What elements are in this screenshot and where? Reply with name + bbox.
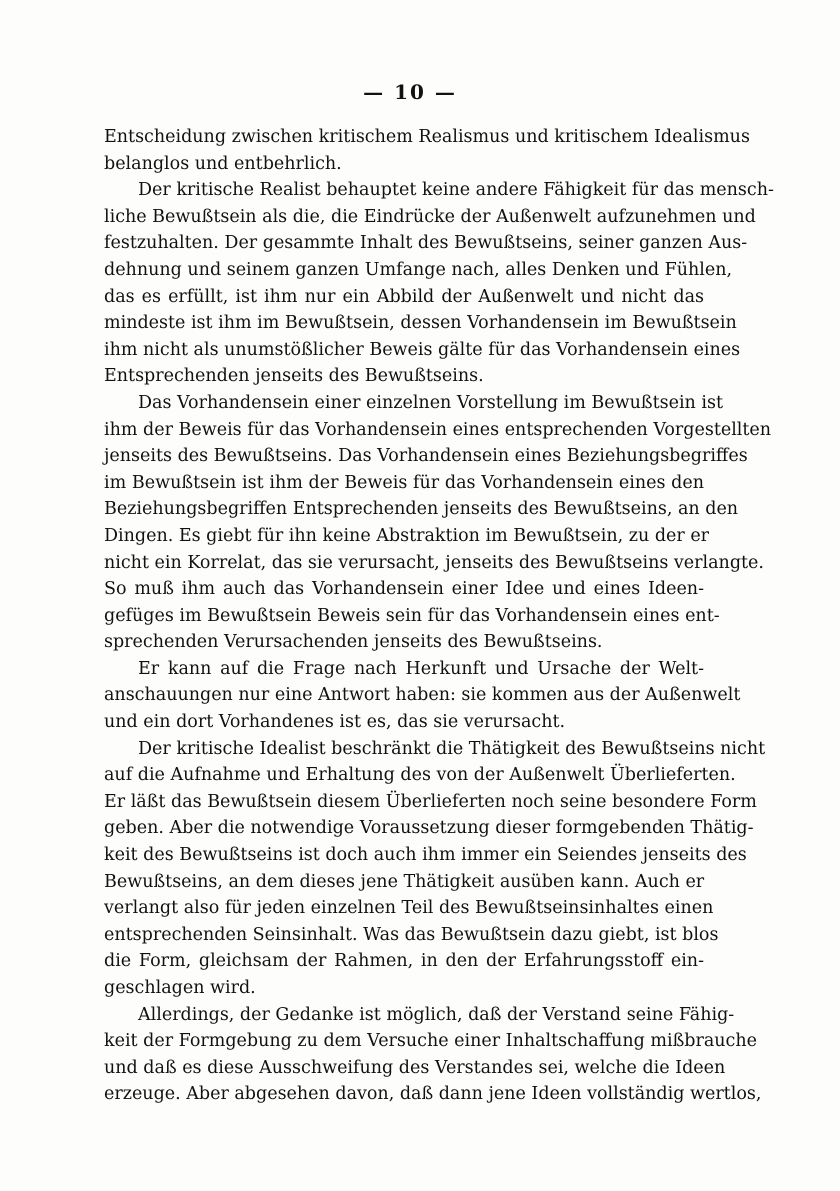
text-line: auf die Aufnahme und Erhaltung des von der Außenwelt Überlieferten. [104,765,736,786]
text-line: geschlagen wird. [104,978,256,998]
text-line: im Bewußtsein ist ihm der Beweis für das Vorhandensein eines den [104,472,704,493]
text-line: Der kritische Realist behauptet keine andere Fähigkeit für das mensch- [138,180,774,201]
text-line: ihm der Beweis für das Vorhandensein eines entsprechenden Vorgestellten [104,419,772,440]
text-line: nicht ein Korrelat, das sie verursacht, jenseits des Bewußtseins verlangte. [104,552,764,573]
text-line: Allerdings, der Gedanke ist möglich, daß der Verstand seine Fähig- [138,1004,735,1025]
text-line: So muß ihm auch das Vorhandensein einer Idee und eines Ideen- [104,579,704,600]
page-number: — 10 — [363,80,457,104]
text-line: keit des Bewußtseins ist doch auch ihm immer ein Seiendes jenseits des [104,845,747,866]
text-line: gefüges im Bewußtsein Beweis sein für das Vorhandensein eines ent- [104,605,720,626]
text-line: dehnung und seinem ganzen Umfange nach, alles Denken und Fühlen, [104,259,733,280]
text-line: die Form, gleichsam der Rahmen, in den der Erfahrungsstoff ein- [104,951,704,972]
text-line: liche Bewußtsein als die, die Eindrücke der Außenwelt aufzunehmen und [104,206,756,227]
text-line: Entsprechenden jenseits des Bewußtseins. [104,366,484,387]
text-line: Beziehungsbegriffen Entsprechenden jenseits des Bewußtseins, an den [104,499,739,520]
text-line: anschauungen nur eine Antwort haben: sie kommen aus der Außenwelt [104,685,741,706]
text-line: verlangt also für jeden einzelnen Teil des Bewußtseinsinhaltes einen [104,898,714,919]
text-line: belanglos und entbehrlich. [104,153,342,174]
paragraph [104,124,750,177]
body-text [104,124,774,1108]
text-line: Das Vorhandensein einer einzelnen Vorstellung im Bewußtsein ist [138,392,724,413]
text-line: ihm nicht als unumstößlicher Beweis gälte für das Vorhandensein eines [104,339,741,360]
text-line: geben. Aber die notwendige Voraussetzung dieser formgebenden Thätig- [104,818,754,839]
text-line: Der kritische Idealist beschränkt die Thätigkeit des Bewußtseins nicht [138,738,766,759]
paragraph [104,177,774,390]
text-line: Er läßt das Bewußtsein diesem Überlieferten noch seine besondere Form [104,791,757,812]
paragraph [104,656,741,736]
text-line: das es erfüllt, ist ihm nur ein Abbild der Außenwelt und nicht das [104,286,704,307]
paragraph [104,736,766,1002]
text-line: Dingen. Es giebt für ihn keine Abstraktion im Bewußtsein, zu der er [104,525,710,546]
text-line: entsprechenden Seinsinhalt. Was das Bewußtsein dazu giebt, ist blos [104,924,719,945]
text-line: und daß es diese Ausschweifung des Verstandes sei, welche die Ideen [104,1057,726,1078]
text-line: sprechenden Verursachenden jenseits des Bewußtseins. [104,632,603,653]
text-line: festzuhalten. Der gesammte Inhalt des Bewußtseins, seiner ganzen Aus- [104,233,748,254]
paragraph [104,390,772,656]
text-line: jenseits des Bewußtseins. Das Vorhandensein eines Beziehungsbegriffes [104,446,748,467]
text-line: erzeuge. Aber abgesehen davon, daß dann jene Ideen vollständig wertlos, [104,1084,762,1105]
text-line: Entscheidung zwischen kritischem Realismus und kritischem Idealismus [104,127,750,147]
text-line: und ein dort Vorhandenes ist es, das sie verursacht. [104,712,566,733]
paragraph [104,1002,762,1108]
text-line: mindeste ist ihm im Bewußtsein, dessen Vorhandensein im Bewußtsein [104,313,737,334]
text-line: Bewußtseins, an dem dieses jene Thätigkeit ausüben kann. Auch er [104,871,705,892]
text-line: Er kann auf die Frage nach Herkunft und Ursache der Welt- [138,658,704,679]
text-line: keit der Formgebung zu dem Versuche einer Inhaltschaffung mißbrauche [104,1031,757,1052]
